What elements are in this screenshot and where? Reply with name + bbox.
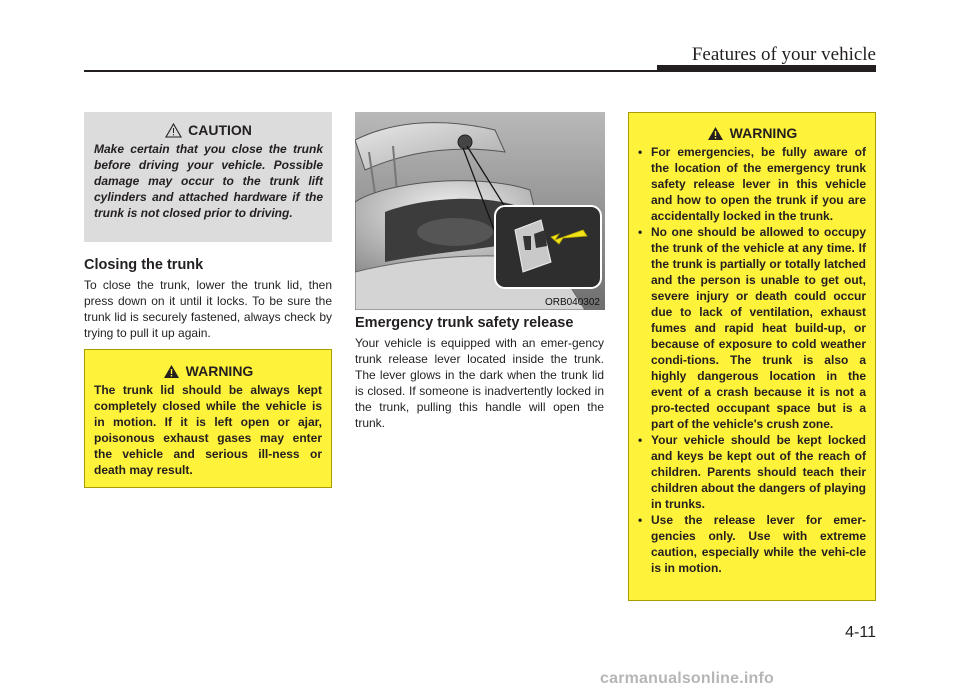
trunk-release-figure — [355, 112, 605, 310]
caution-box — [84, 112, 332, 242]
warning-title-left: WARNING — [185, 363, 254, 379]
warning-item: • No one should be allowed to occupy the trunk of the vehicle at any time. If the trunk is partially or totally latched and the person is unable to get out, severe injury or death could occur due to lack of ventilation, exhaust fumes and rapid heat build-up, or because of exposure to cold weather condi-tions. The trunk is also a highly dangerous location in the event of a crash because it is not a pro-tected occupant space but is a part of the vehicle's crush zone. — [638, 224, 866, 432]
warning-triangle-icon — [707, 126, 724, 141]
warning-title-right: WARNING — [729, 125, 798, 141]
watermark-link[interactable]: carmanualsonline.info — [600, 670, 775, 687]
warning-text-left: The trunk lid should be always kept completely closed while the vehicle is in motion. If it is left open or ajar, poisonous exhaust gases may enter the vehicle and serious ill-ness or death may result. — [94, 383, 322, 477]
caution-title: CAUTION — [188, 122, 252, 138]
page-header-title: Features of your vehicle — [691, 44, 876, 65]
warning-item: • Your vehicle should be kept locked and keys be kept out of the reach of children. Parents should teach their children about the dangers of playing in trunks. — [638, 432, 866, 512]
warning-item: • Use the release lever for emer-gencies only. Use with extreme caution, especially while the vehi-cle is in motion. — [638, 512, 866, 576]
caution-text: Make certain that you close the trunk before driving your vehicle. Possible damage may occur to the trunk lift cylinders and attached hardware if the trunk is not closed prior to driving. — [94, 142, 323, 220]
closing-trunk-text: To close the trunk, lower the trunk lid, then press down on it until it locks. To be sure the trunk lid is securely fastened, always check by trying to pull it up again. — [84, 278, 332, 340]
header-rule-accent — [657, 65, 876, 72]
warning-heading-left — [94, 363, 322, 379]
warning-heading-right — [638, 125, 866, 141]
trunk-illustration — [355, 112, 605, 310]
emergency-release-text: Your vehicle is equipped with an emer-gency trunk release lever located inside the trunk. The lever glows in the dark when the trunk lid is closed. If someone is inadvertently locked in the trunk, pulling this handle will open the trunk. — [355, 336, 604, 430]
caution-triangle-icon — [165, 123, 182, 138]
warning-list-right — [638, 144, 866, 576]
page-number: 4-11 — [845, 624, 876, 641]
warning-triangle-icon — [163, 364, 180, 379]
figure-caption: ORB040302 — [544, 297, 600, 308]
warning-item: • For emergencies, be fully aware of the location of the emergency trunk safety release lever in this vehicle and how to open the trunk if you are accidentally locked in the trunk. — [638, 144, 866, 224]
emergency-release-heading: Emergency trunk safety release — [355, 315, 574, 331]
closing-trunk-heading: Closing the trunk — [84, 257, 204, 273]
caution-heading — [94, 122, 323, 138]
warning-box-left — [84, 349, 332, 488]
warning-box-right — [628, 112, 876, 601]
